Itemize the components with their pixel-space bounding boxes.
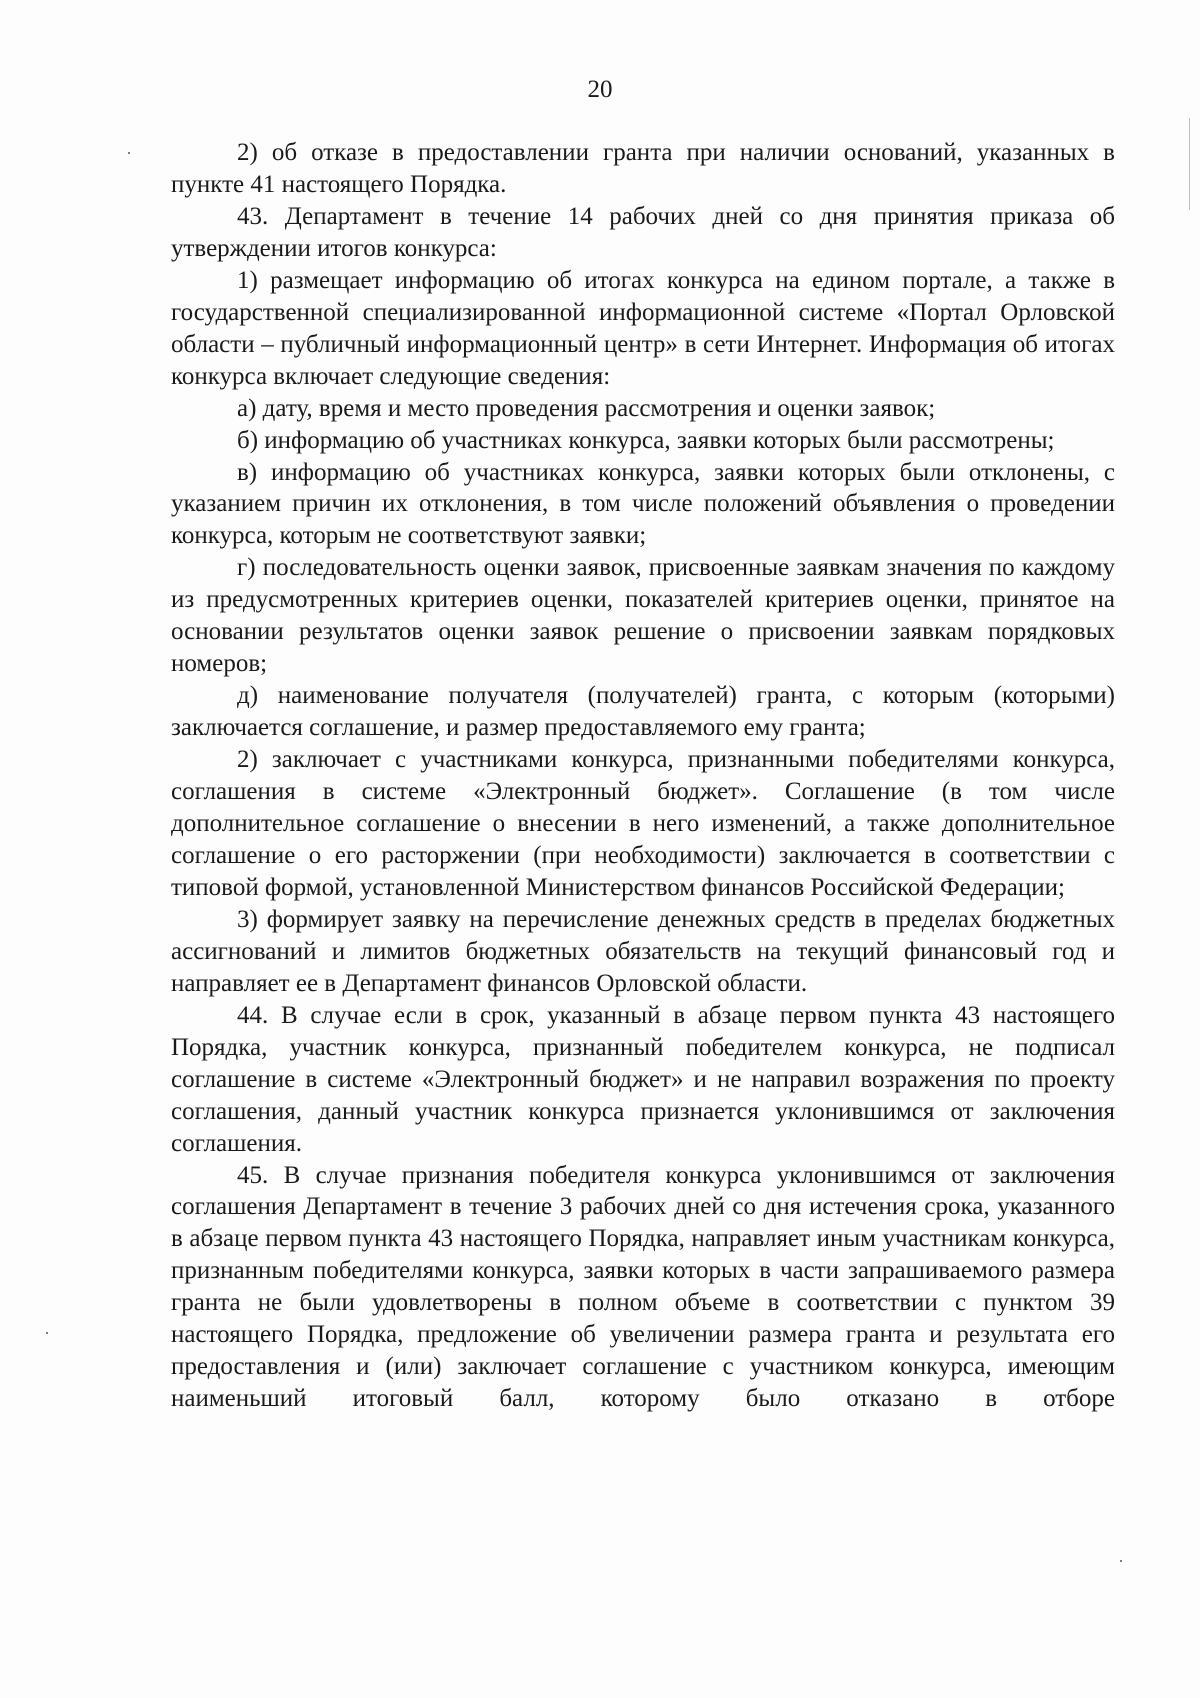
paragraph-45: 45. В случае признания победителя конкурса уклонившимся от заключения соглашения Департамент в течение 3 рабочих дней со дня истечения срока, указанного в абзаце первом пункта 43 настоящего Порядка, направляет иным участникам конкурса, признанным победителями конкурса, заявки которых в части запрашиваемого размера гранта не были удовлетворены в полном объеме в соответствии с пунктом 39 настоящего Порядка, предложение об увеличении размера гранта и результата его предоставления и (или) заключает соглашение с участником конкурса, имеющим наименьший итоговый балл, которому было отказано в отборе [171,1161,1115,1413]
paragraph-43-1-a: а) дату, время и место проведения рассмотрения и оценки заявок; [237,394,936,422]
paragraph-43-1-d: д) наименование получателя (получателей) гранта, с которым (которыми) заключается соглашение, и размер предоставляемого ему гранта; [171,682,1115,742]
paragraph-43-1-b: б) информацию об участниках конкурса, заявки которых были рассмотрены; [237,426,1055,454]
scan-speck [46,1332,48,1334]
paragraph-43: 43. Департамент в течение 14 рабочих дней со дня принятия приказа об утверждении итогов конкурса: [171,202,1115,262]
scan-speck [128,152,130,154]
scan-speck [1120,1560,1122,1562]
paragraph-43-1-v: в) информацию об участниках конкурса, заявки которых были отклонены, с указанием причин их отклонения, в том числе положений объявления о проведении конкурса, которым не соответствуют заявки; [171,458,1115,550]
scan-edge-mark [1189,118,1190,210]
paragraph-item-2-refusal: 2) об отказе в предоставлении гранта при наличии оснований, указанных в пункте 41 настоящего Порядка. [171,139,1115,198]
paragraph-43-2: 2) заключает с участниками конкурса, признанными победителями конкурса, соглашения в системе «Электронный бюджет». Соглашение (в том числе дополнительное соглашение о внесении в него изменений, а также дополнительное соглашение о его расторжении (при необходимости) заключается в соответствии с типовой формой, установленной Министерством финансов Российской Федерации; [171,746,1115,901]
paragraph-44: 44. В случае если в срок, указанный в абзаце первом пункта 43 настоящего Порядка, участник конкурса, признанный победителем конкурса, не подписал соглашение в системе «Электронный бюджет» и не направил возражения по проекту соглашения, данный участник конкурса признается уклонившимся от заключения соглашения. [171,1001,1115,1157]
page-number: 20 [587,76,613,103]
paragraph-43-1-g: г) последовательность оценки заявок, присвоенные заявкам значения по каждому из предусмотренных критериев оценки, показателей критериев оценки, принятое на основании результатов оценки заявок решение о присвоении заявкам порядковых номеров; [171,554,1115,678]
paragraph-43-1: 1) размещает информацию об итогах конкурса на едином портале, а также в государственной специализированной информационной системе «Портал Орловской области – публичный информационный центр» в сети Интернет. Информация об итогах конкурса включает следующие сведения: [171,266,1115,390]
paragraph-43-3: 3) формирует заявку на перечисление денежных средств в пределах бюджетных ассигнований и лимитов бюджетных обязательств на текущий финансовый год и направляет ее в Департамент финансов Орловской области. [171,905,1115,997]
document-body [171,137,1115,1415]
